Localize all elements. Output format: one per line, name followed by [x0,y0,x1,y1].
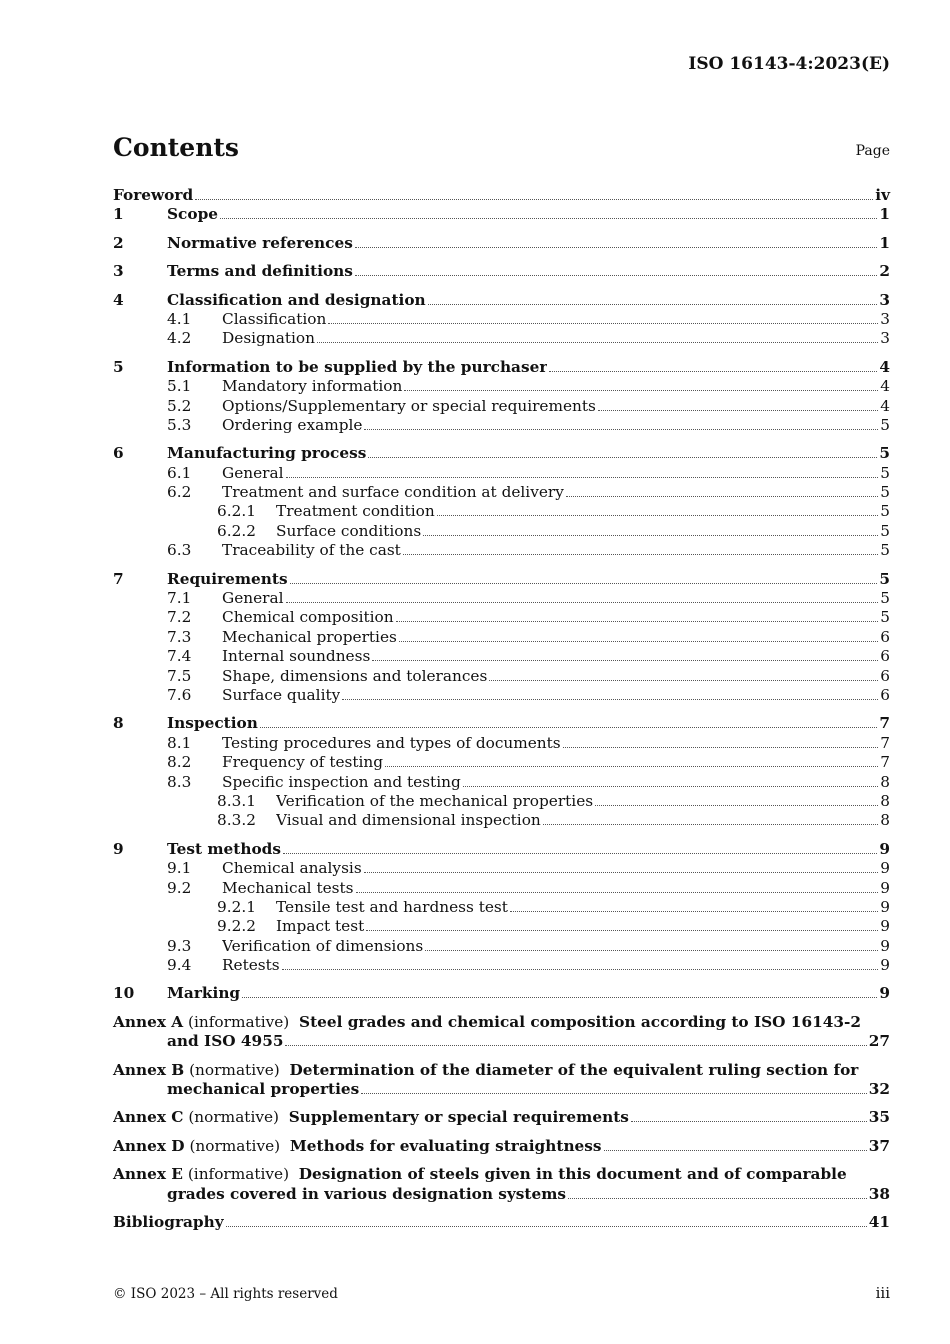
toc-entry-title: Surface conditions [276,521,422,540]
toc-entry-number: 8.3.1 [217,791,256,810]
dot-leader [355,247,878,248]
toc-entry-page: 5 [880,541,890,560]
toc-annex-b[interactable] [113,1061,890,1100]
toc-subsubsection-6-2-2[interactable] [113,522,890,541]
dot-leader [372,660,878,661]
toc-section-2[interactable] [113,234,890,253]
toc-entry-page: 5 [880,589,890,608]
toc-section-6[interactable] [113,444,890,463]
toc-subsubsection-9-2-1[interactable] [113,898,890,917]
toc-entry-title: Classification and designation [167,290,426,309]
toc-section-8[interactable] [113,714,890,733]
toc-entry-number: 5.1 [167,377,192,396]
toc-entry-page: 3 [879,290,890,309]
toc-annex-c[interactable] [113,1108,890,1127]
dot-leader [342,699,878,700]
annex-title: Designation of steels given in this document and of comparable [298,1165,847,1184]
toc-entry-page: 4 [880,396,890,415]
toc-entry-title: Terms and definitions [167,262,353,281]
annex-heading [113,1137,602,1156]
annex-heading-line [113,1137,890,1156]
dot-leader [220,218,877,219]
dot-leader [366,930,878,931]
toc-entry-number: 9.1 [167,859,192,878]
toc-entry-page: 6 [880,627,890,646]
dot-leader [286,477,879,478]
toc-entry-page: 35 [868,1108,890,1127]
toc-entry-page: 9 [880,917,890,936]
annex-title-continued: mechanical properties [167,1080,360,1099]
dot-leader [631,1121,867,1122]
toc-entry-number: 6.2.1 [217,502,256,521]
toc-entry-title: Scope [167,205,218,224]
dot-leader [290,583,878,584]
toc-entry-page: 5 [880,463,890,482]
annex-heading-line [113,1061,890,1080]
annex-title-continuation [113,1080,890,1099]
dot-leader [563,747,879,748]
toc-entry-number: 2 [113,233,124,252]
document-id: ISO 16143-4:2023(E) [688,54,890,74]
toc-entry-page: 4 [879,357,890,376]
dot-leader [242,997,877,998]
toc-subsection-7-2[interactable] [113,608,890,627]
dot-leader [356,892,879,893]
toc-entry-page: 9 [880,859,890,878]
toc-subsection-9-1[interactable] [113,859,890,878]
toc-annex-e[interactable] [113,1165,890,1204]
toc-entry-title: Marking [167,984,241,1003]
toc-entry-page: iv [875,186,890,204]
toc-subsection-7-5[interactable] [113,667,890,686]
toc-entry-title: Inspection [167,714,258,733]
toc-section-4[interactable] [113,291,890,310]
toc-entry-number: 9 [113,839,124,858]
toc-entry-title: Mechanical tests [222,878,354,897]
dot-leader [195,199,873,200]
toc-entry-page: 3 [880,309,890,328]
annex-label: Annex D [113,1136,185,1155]
dot-leader [355,275,877,276]
table-of-contents [113,186,890,1232]
annex-title-continued: grades covered in various designation systems [167,1184,566,1203]
toc-entry-title: Ordering example [222,415,363,434]
annex-title-continuation [113,1032,890,1051]
toc-entry-number: 1 [113,205,124,224]
dot-leader [328,323,878,324]
annex-heading [113,1108,629,1127]
toc-entry-number: 4.1 [167,309,192,328]
dot-leader [285,1045,866,1046]
toc-subsection-7-1[interactable] [113,589,890,608]
annex-heading-line [113,1108,890,1127]
toc-entry-title: Test methods [167,839,281,858]
toc-entry-title: Traceability of the cast [222,541,401,560]
toc-entry-number: 6.2 [167,483,192,502]
toc-entry-page: 5 [879,444,890,463]
annex-type: (normative) [189,1136,281,1155]
toc-entry-number: 7.3 [167,627,192,646]
annex-type: (informative) [187,1165,290,1184]
annex-heading-line [113,1013,890,1032]
dot-leader [260,727,878,728]
toc-subsection-9-4[interactable] [113,956,890,975]
dot-leader [489,680,878,681]
toc-entry-page: 5 [879,569,890,588]
toc-entry-title: Chemical analysis [222,859,362,878]
toc-entry-number: 7.2 [167,608,192,627]
annex-title: Methods for evaluating straightness [289,1136,602,1155]
annex-heading-line [113,1165,890,1184]
toc-entry-page: 8 [880,791,890,810]
toc-entry-number: 4.2 [167,329,192,348]
toc-entry-page: 41 [868,1213,890,1232]
toc-entry-foreword[interactable] [113,186,890,205]
toc-subsection-7-6[interactable] [113,686,890,705]
toc-entry-title: Designation [222,329,315,348]
dot-leader [403,554,878,555]
annex-type: (normative) [189,1060,280,1079]
annex-type: (informative) [188,1012,290,1031]
toc-entry-title: Treatment condition [276,502,435,521]
toc-entry-title: Normative references [167,233,353,252]
annex-label: Annex C [113,1108,184,1127]
toc-subsubsection-6-2-1[interactable] [113,502,890,521]
toc-subsection-9-2[interactable] [113,879,890,898]
toc-entry-page: 9 [880,878,890,897]
toc-entry-number: 10 [113,984,135,1003]
toc-entry-page: 6 [880,666,890,685]
toc-section-10[interactable] [113,984,890,1003]
dot-leader [543,824,879,825]
toc-entry-title: Specific inspection and testing [222,772,461,791]
dot-leader [510,911,878,912]
toc-entry-title: General [222,589,284,608]
dot-leader [566,496,878,497]
toc-subsection-4-2[interactable] [113,329,890,348]
toc-entry-title: Requirements [167,569,288,588]
toc-entry-number: 5.2 [167,396,192,415]
dot-leader [282,969,879,970]
dot-leader [428,304,878,305]
annex-label: Annex E [113,1165,183,1184]
toc-entry-title: Tensile test and hardness test [276,897,508,916]
toc-entry-page: 37 [868,1136,890,1155]
toc-subsection-9-3[interactable] [113,937,890,956]
annex-type: (normative) [188,1108,280,1127]
dot-leader [423,535,878,536]
toc-entry-number: 8.2 [167,753,192,772]
toc-entry-title: Treatment and surface condition at delivery [222,483,564,502]
toc-subsubsection-9-2-2[interactable] [113,917,890,936]
dot-leader [595,805,878,806]
page-number: iii [875,1284,890,1302]
toc-entry-title: Verification of the mechanical properties [276,791,594,810]
toc-entry-number: 9.4 [167,956,192,975]
toc-subsubsection-8-3-2[interactable] [113,811,890,830]
toc-entry-title: Bibliography [113,1213,224,1232]
toc-entry-number: 7.6 [167,685,192,704]
toc-entry-number: 7.5 [167,666,192,685]
dot-leader [226,1226,867,1227]
toc-entry-number: 7.1 [167,589,192,608]
toc-entry-title: Options/Supplementary or special requirements [222,396,596,415]
toc-entry-page: 38 [868,1184,890,1203]
toc-entry-page: 9 [879,839,890,858]
toc-entry-page: 4 [880,377,890,396]
toc-entry-page: 2 [879,262,890,281]
toc-annex-d[interactable] [113,1137,890,1156]
toc-entry-number: 3 [113,262,124,281]
toc-subsection-8-1[interactable] [113,734,890,753]
copyright-notice: © ISO 2023 – All rights reserved [113,1286,338,1302]
toc-section-1[interactable] [113,205,890,224]
contents-heading: Contents [113,133,240,162]
toc-entry-page: 7 [880,733,890,752]
toc-entry-page: 27 [868,1032,890,1051]
toc-subsection-8-3[interactable] [113,773,890,792]
toc-entry-number: 7 [113,569,124,588]
toc-entry-number: 8.3 [167,772,192,791]
toc-subsection-5-1[interactable] [113,377,890,396]
toc-subsection-6-3[interactable] [113,541,890,560]
toc-entry-page: 1 [879,205,890,224]
toc-entry-number: 6.3 [167,541,192,560]
toc-entry-page: 1 [879,233,890,252]
dot-leader [604,1150,867,1151]
toc-entry-number: 9.2.1 [217,897,256,916]
toc-subsection-7-3[interactable] [113,628,890,647]
toc-entry-page: 8 [880,772,890,791]
annex-label: Annex A [113,1012,184,1031]
dot-leader [404,390,878,391]
annex-title-continued: and ISO 4955 [167,1032,284,1051]
toc-entry-page: 9 [880,956,890,975]
toc-entry-page: 7 [879,714,890,733]
dot-leader [317,342,878,343]
toc-section-7[interactable] [113,570,890,589]
toc-entry-number: 8 [113,714,124,733]
toc-subsection-6-1[interactable] [113,464,890,483]
toc-entry-page: 3 [880,329,890,348]
dot-leader [437,515,879,516]
toc-subsection-8-2[interactable] [113,753,890,772]
dot-leader [286,602,879,603]
toc-entry-page: 9 [879,984,890,1003]
toc-entry-page: 5 [880,415,890,434]
toc-annex-a[interactable] [113,1013,890,1052]
toc-entry-page: 5 [880,502,890,521]
toc-entry-number: 6 [113,444,124,463]
toc-subsubsection-8-3-1[interactable] [113,792,890,811]
toc-entry-page: 6 [880,647,890,666]
toc-entry-title: Impact test [276,917,365,936]
dot-leader [396,621,879,622]
toc-entry-number: 6.1 [167,463,192,482]
toc-entry-number: 8.3.2 [217,811,256,830]
toc-subsection-7-4[interactable] [113,647,890,666]
toc-entry-title: Shape, dimensions and tolerances [222,666,488,685]
toc-entry-number: 8.1 [167,733,192,752]
toc-entry-title: Frequency of testing [222,753,384,772]
page-column-label: Page [855,143,890,159]
toc-entry-title: Internal soundness [222,647,371,666]
toc-entry-page: 5 [880,521,890,540]
dot-leader [399,641,878,642]
toc-section-3[interactable] [113,262,890,281]
toc-entry-title: Testing procedures and types of documents [222,733,561,752]
toc-entry-page: 32 [868,1080,890,1099]
toc-entry-bibliography[interactable] [113,1213,890,1232]
annex-title: Determination of the diameter of the equivalent ruling section for [289,1060,859,1079]
dot-leader [549,371,877,372]
annex-title: Steel grades and chemical composition according to ISO 16143-2 [299,1012,862,1031]
toc-subsection-4-1[interactable] [113,310,890,329]
dot-leader [598,410,878,411]
toc-entry-page: 5 [880,608,890,627]
toc-entry-title: Verification of dimensions [222,936,424,955]
toc-entry-title: Mechanical properties [222,627,397,646]
toc-entry-number: 4 [113,290,124,309]
toc-entry-title: Foreword [113,186,194,204]
toc-entry-page: 9 [880,897,890,916]
toc-entry-page: 8 [880,811,890,830]
toc-entry-page: 9 [880,936,890,955]
toc-entry-title: Visual and dimensional inspection [276,811,541,830]
toc-entry-number: 5.3 [167,415,192,434]
annex-title: Supplementary or special requirements [288,1108,629,1127]
toc-entry-title: Classification [222,309,327,328]
toc-entry-number: 9.2 [167,878,192,897]
toc-entry-number: 7.4 [167,647,192,666]
dot-leader [368,457,877,458]
dot-leader [568,1198,867,1199]
toc-entry-number: 9.2.2 [217,917,256,936]
toc-entry-title: Information to be supplied by the purchaser [167,357,548,376]
dot-leader [364,872,879,873]
dot-leader [425,950,878,951]
annex-label: Annex B [113,1060,185,1079]
toc-entry-number: 6.2.2 [217,521,256,540]
toc-subsection-6-2[interactable] [113,483,890,502]
toc-subsection-5-2[interactable] [113,397,890,416]
toc-entry-number: 9.3 [167,936,192,955]
dot-leader [283,853,877,854]
toc-entry-title: General [222,463,284,482]
toc-entry-title: Manufacturing process [167,444,367,463]
dot-leader [385,766,878,767]
toc-entry-page: 7 [880,753,890,772]
toc-section-9[interactable] [113,840,890,859]
dot-leader [361,1093,866,1094]
toc-entry-page: 6 [880,685,890,704]
toc-entry-title: Retests [222,956,280,975]
toc-entry-page: 5 [880,483,890,502]
toc-subsection-5-3[interactable] [113,416,890,435]
toc-entry-title: Mandatory information [222,377,403,396]
dot-leader [364,429,878,430]
toc-section-5[interactable] [113,358,890,377]
dot-leader [463,786,879,787]
annex-title-continuation [113,1185,890,1204]
toc-entry-title: Surface quality [222,685,341,704]
toc-entry-title: Chemical composition [222,608,394,627]
toc-entry-number: 5 [113,357,124,376]
